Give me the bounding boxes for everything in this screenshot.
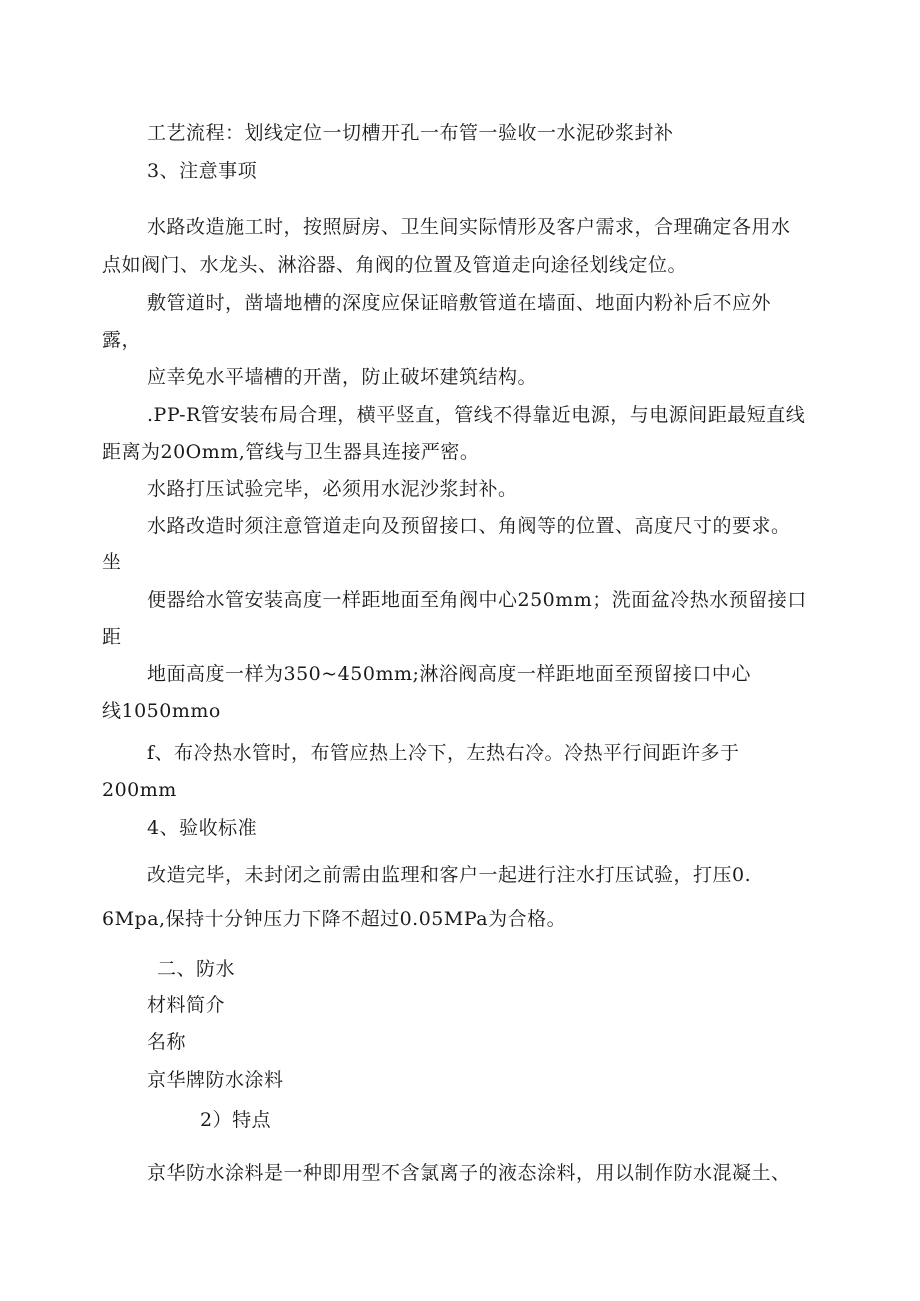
paragraph-line: f、布冷热水管时，布管应热上冷下，左热右冷。冷热平行间距许多于: [147, 742, 740, 764]
paragraph-line: 点如阀门、水龙头、淋浴器、角阀的位置及管道走向途径划线定位。: [102, 254, 688, 276]
paragraph-line: 水路打压试验完毕，必须用水泥沙浆封补。: [147, 478, 518, 500]
paragraph-line: 线1050mmo: [102, 700, 221, 722]
paragraph-line: 京华防水涂料是一种即用型不含氯离子的液态涂料，用以制作防水混凝土、: [147, 1162, 791, 1184]
paragraph-line: 敷管道时，凿墙地槽的深度应保证暗敷管道在墙面、地面内粉补后不应外: [147, 292, 772, 314]
section-heading-precautions: 3、注意事项: [147, 160, 258, 182]
paragraph-line: 应幸免水平墙槽的开凿，防止破坏建筑结构。: [147, 366, 538, 388]
paragraph-line: 改造完毕，未封闭之前需由监理和客户一起进行注水打压试验，打压0.: [147, 864, 752, 886]
paragraph-line: 坐: [102, 551, 122, 573]
subheading-features: 2）特点: [200, 1109, 272, 1131]
paragraph-line: .PP-R管安装布局合理，横平竖直，管线不得靠近电源，与电源间距最短直线: [147, 404, 806, 426]
process-flow-line: 工艺流程：划线定位一切槽开孔一布管一验收一水泥砂浆封补: [147, 122, 674, 144]
paragraph-line: 6Mpa,保持十分钟压力下降不超过0.05MPa为合格。: [102, 908, 567, 930]
product-name: 京华牌防水涂料: [147, 1069, 284, 1091]
paragraph-line: 200mm: [102, 779, 177, 801]
section-heading-waterproofing: 二、防水: [157, 958, 236, 980]
subheading-materials: 材料简介: [147, 994, 226, 1016]
subheading-name: 名称: [147, 1031, 187, 1053]
paragraph-line: 水路改造时须注意管道走向及预留接口、角阀等的位置、高度尺寸的要求。: [147, 515, 791, 537]
paragraph-line: 便器给水管安装高度一样距地面至角阀中心250mm；洗面盆冷热水预留接口: [147, 589, 807, 611]
paragraph-line: 水路改造施工时，按照厨房、卫生间实际情形及客户需求，合理确定各用水: [147, 216, 791, 238]
paragraph-line: 地面高度一样为350~450mm;淋浴阀高度一样距地面至预留接口中心: [147, 663, 751, 685]
paragraph-line: 距: [102, 626, 122, 648]
paragraph-line: 露，: [102, 329, 142, 351]
paragraph-line: 距离为20Omm,管线与卫生器具连接严密。: [102, 441, 480, 463]
section-heading-acceptance: 4、验收标准: [147, 817, 258, 839]
